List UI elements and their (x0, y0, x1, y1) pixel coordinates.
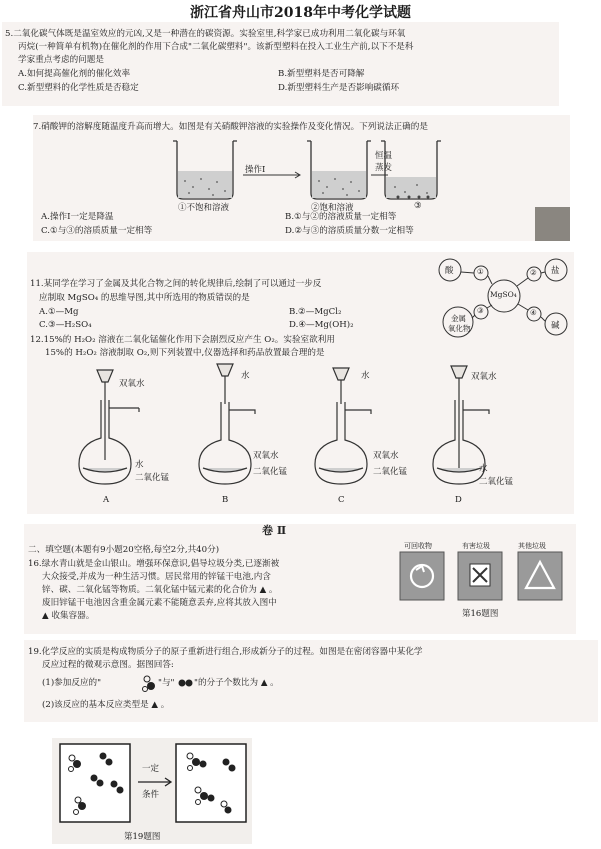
q7-operation-2-label-a: 恒温 (375, 151, 393, 161)
q7-operation-2-label-b: 蒸发 (375, 163, 393, 173)
q5-option-d: D.新型塑料生产是否影响碳循环 (278, 83, 400, 93)
q11-option-b: B.②—MgCl₂ (289, 307, 342, 317)
q5-option-c: C.新型塑料的化学性质是否稳定 (18, 83, 139, 93)
recyclable-bin-icon (400, 552, 444, 600)
molecule-b-icon (178, 677, 194, 689)
mind-map-center: MgSO₄ (490, 290, 517, 299)
mind-map-circle-3: ③ (477, 306, 484, 315)
q12-stem-line1: 12.15%的 H₂O₂ 溶液在二氧化锰催化作用下会剧烈反应产生 O₂。实验室欲利用 (30, 335, 335, 345)
apparatus-c (315, 368, 371, 484)
q16-line1: 16.绿水青山就是金山银山。增强环保意识,倡导垃圾分类,已逐渐被 (28, 559, 280, 569)
apparatus-a-water: 水 (135, 460, 144, 470)
mind-map-circle-2: ② (530, 268, 537, 277)
apparatus-label-b: B (222, 495, 229, 505)
q7-option-a: A.操作Ⅰ一定是降温 (41, 212, 114, 222)
question-7-panel (33, 115, 570, 241)
apparatus-d-h2o2: 双氧水 (471, 372, 497, 382)
bin-label-other: 其他垃圾 (518, 542, 546, 550)
q12-stem-line2: 15%的 H₂O₂ 溶液制取 O₂,则下列装置中,仪器选择和药品放置最合理的是 (45, 348, 325, 358)
q11-option-d: D.④—Mg(OH)₂ (289, 320, 354, 330)
apparatus-b-h2o2: 双氧水 (253, 451, 279, 461)
bin-label-recyclable: 可回收物 (404, 542, 432, 550)
arrow-condition-1: 一定 (142, 764, 160, 774)
q11-option-c: C.③—H₂SO₄ (39, 320, 92, 330)
apparatus-a-h2o2: 双氧水 (119, 379, 145, 389)
other-bin-icon (518, 552, 562, 600)
molecule-a-icon (142, 675, 158, 693)
q16-line3: 锌、碳、二氧化锰等物质。二氧化锰中锰元素的化合价为 ▲ 。 (42, 585, 278, 595)
mind-map-base: 碱 (551, 321, 560, 331)
apparatus-c-mno2: 二氧化锰 (373, 467, 408, 477)
figure-16-caption: 第16题图 (462, 609, 499, 619)
q7-option-d: D.②与③的溶质质量分数一定相等 (285, 226, 414, 236)
figure-19 (52, 738, 252, 844)
apparatus-c-water: 水 (361, 371, 370, 381)
q19-sub2: (2)该反应的基本反应类型是 ▲ 。 (42, 700, 170, 710)
q7-option-c: C.①与③的溶质质量一定相等 (41, 226, 153, 236)
apparatus-b-mno2: 二氧化锰 (253, 467, 288, 477)
q7-stem: 7.硝酸钾的溶解度随温度升高而增大。如图是有关硝酸钾溶液的实验操作及变化情况。下列说法正确的是 (33, 122, 428, 132)
product-box (176, 744, 246, 822)
q5-stem-line2: 丙烷(一种简单有机物)在催化剂的作用下合成"二氧化碳塑料"。该新型塑料在投入工业生产前,以下不是科 (18, 42, 414, 52)
q11-option-a: A.①—Mg (39, 307, 79, 317)
q7-operation-1-label: 操作Ⅰ (245, 165, 266, 175)
q19-sub1-part-b: "与" (158, 678, 175, 688)
solution-1 (178, 171, 232, 198)
solution-3 (386, 177, 436, 198)
mind-map-circle-4: ④ (530, 308, 537, 317)
q19-sub1-part-c: "的分子个数比为 ▲ 。 (194, 678, 279, 688)
q16-line2: 大众接受,并成为一种生活习惯。居民常用的锌锰干电池,内含 (42, 572, 271, 582)
apparatus-d-mno2: 二氧化锰 (479, 477, 514, 487)
q5-option-a: A.如何提高催化剂的催化效率 (18, 69, 131, 79)
mind-map-oxide-2: 氧化物 (448, 324, 471, 333)
hazardous-bin-icon (458, 552, 502, 600)
question-5-panel (2, 22, 559, 106)
q16-line4: 废旧锌锰干电池因含重金属元素不能随意丢弃,应将其放入图中 (42, 598, 277, 608)
apparatus-label-d: D (455, 495, 462, 505)
q19-sub1-part-a: (1)参加反应的" (42, 678, 102, 688)
q11-stem-line1: 11.某同学在学习了金属及其化合物之间的转化规律后,绘制了可以通过一步反 (30, 279, 322, 289)
q19-stem-line2: 反应过程的微观示意图。据图回答: (42, 660, 174, 670)
corner-photo (535, 207, 570, 241)
q7-caption-2: ②饱和溶液 (311, 203, 354, 213)
solution-2 (312, 171, 366, 198)
apparatus-a-mno2: 二氧化锰 (135, 473, 170, 483)
q7-caption-3: ③ (414, 201, 422, 211)
q5-stem-line3: 学家重点考虑的问题是 (18, 55, 104, 65)
apparatus-d-water: 水 (479, 464, 488, 474)
apparatus-b (199, 364, 255, 484)
q11-stem-line2: 应制取 MgSO₄ 的思维导图,其中所选用的物质错误的是 (39, 293, 250, 303)
q5-option-b: B.新型塑料是否可降解 (278, 69, 365, 79)
mind-map-circle-1: ① (477, 267, 484, 276)
apparatus-b-water: 水 (241, 371, 250, 381)
mind-map-salt: 盐 (551, 266, 560, 276)
question-11-12-panel (27, 252, 574, 514)
q7-caption-1: ①不饱和溶液 (178, 203, 230, 213)
q19-stem-line1: 19.化学反应的实质是构成物质分子的原子重新进行组合,形成新分子的过程。如图是在密闭容器中某化学 (28, 647, 423, 657)
apparatus-label-c: C (338, 495, 345, 505)
q7-option-b: B.①与②的溶液质量一定相等 (285, 212, 397, 222)
q16-line5: ▲ 收集容器。 (42, 611, 95, 621)
apparatus-c-h2o2: 双氧水 (373, 451, 399, 461)
arrow-condition-2: 条件 (142, 790, 160, 800)
reaction-diagram (58, 742, 248, 826)
bin-label-hazardous: 有害垃圾 (462, 542, 490, 550)
mind-map-oxide-1: 金属 (451, 314, 466, 323)
apparatus-label-a: A (103, 495, 110, 505)
question-19-panel (24, 640, 598, 722)
q5-stem-line1: 5.二氧化碳气体既是温室效应的元凶,又是一种潜在的碳资源。实验室里,科学家已成功利用二氧化碳与环氧 (5, 29, 406, 39)
part-2-panel (24, 524, 576, 634)
part-2-title: 卷 Ⅱ (262, 524, 287, 537)
figure-19-caption: 第19题图 (124, 832, 161, 842)
mind-map-acid: 酸 (445, 266, 454, 276)
waste-bins (398, 550, 570, 604)
page-title: 浙江省舟山市2018年中考化学试题 (190, 5, 411, 21)
section-heading: 二、填空题(本题有9小题20空格,每空2分,共40分) (28, 545, 220, 555)
